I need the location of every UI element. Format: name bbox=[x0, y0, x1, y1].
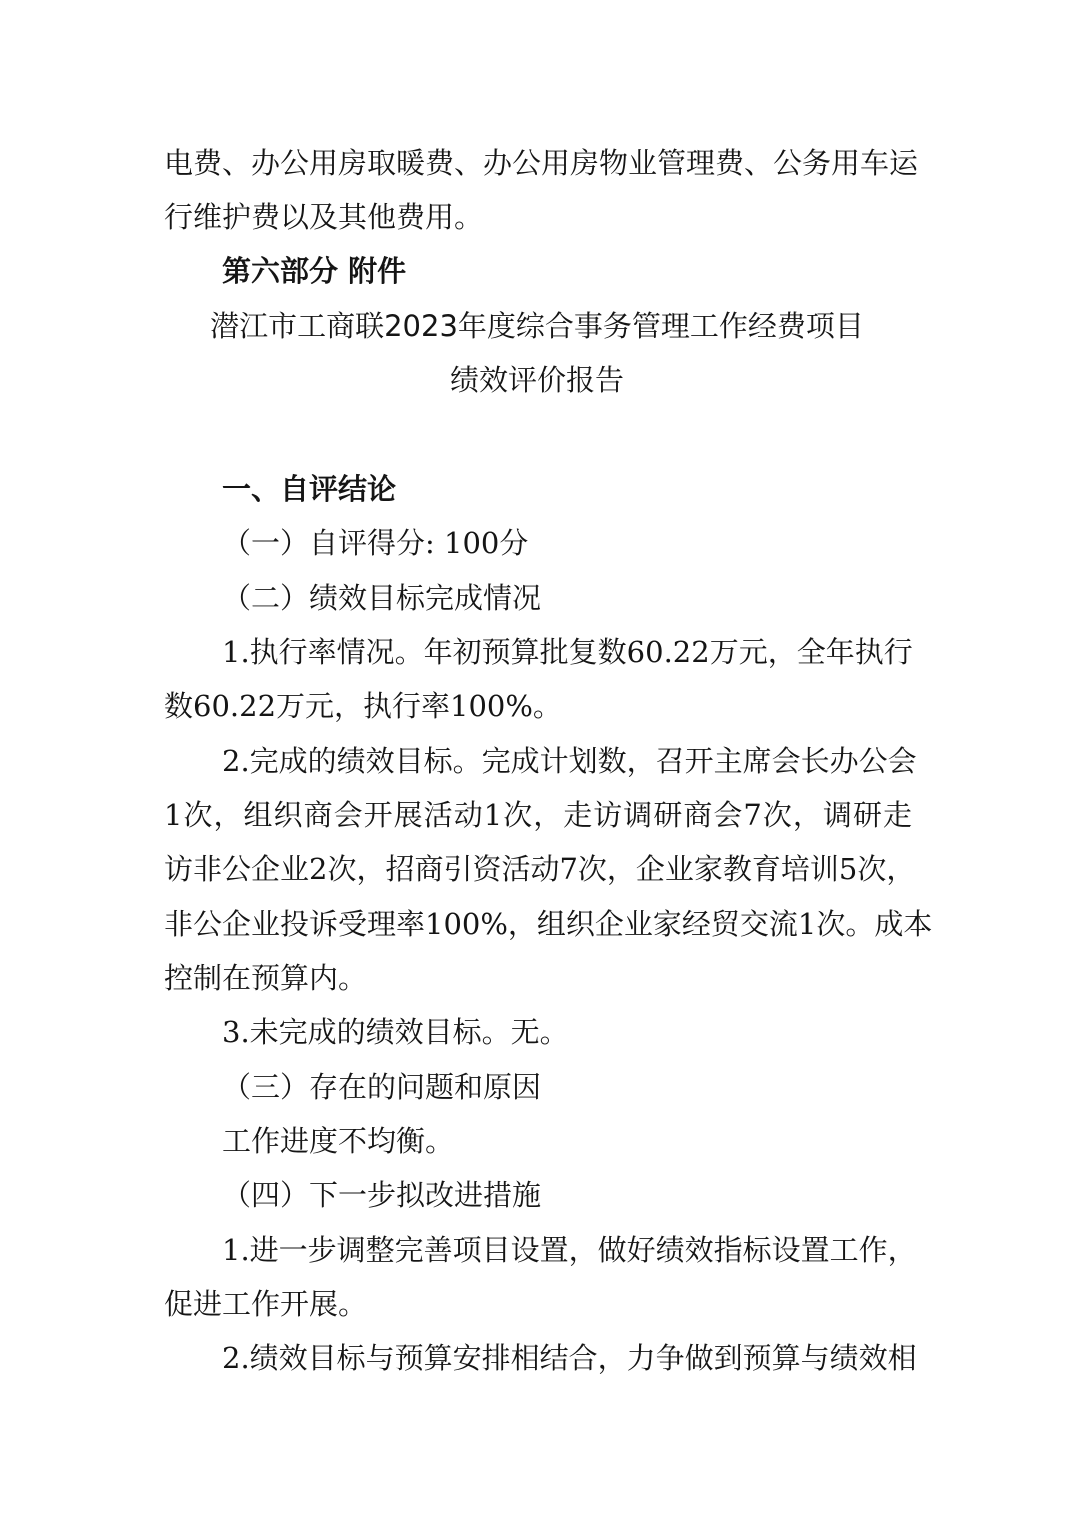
paragraph-problems: 工作进度不均衡。 bbox=[222, 1124, 455, 1158]
paragraph-uncompleted-goals: 3.未完成的绩效目标。无。 bbox=[222, 1015, 569, 1049]
paragraph-completed-goals-cont: 1次，组织商会开展活动1次，走访调研商会7次，调研走 bbox=[164, 798, 912, 832]
paragraph-line-continued: 电费、办公用房取暖费、办公用房物业管理费、公务用车运 bbox=[164, 146, 919, 180]
paragraph-line-continued: 行维护费以及其他费用。 bbox=[164, 200, 484, 234]
paragraph-next-step-2: 2.绩效目标与预算安排相结合，力争做到预算与绩效相 bbox=[222, 1341, 917, 1375]
section-heading-self-evaluation: 一、自评结论 bbox=[222, 472, 397, 506]
paragraph-next-step-1-cont: 促进工作开展。 bbox=[164, 1287, 368, 1321]
subheading-goal-completion: （二）绩效目标完成情况 bbox=[222, 581, 542, 615]
paragraph-completed-goals-cont: 访非公企业2次，招商引资活动7次，企业家教育培训5次， bbox=[164, 852, 916, 886]
report-title-line-2: 绩效评价报告 bbox=[449, 363, 624, 397]
subheading-problems: （三）存在的问题和原因 bbox=[222, 1070, 542, 1104]
paragraph-completed-goals-cont: 控制在预算内。 bbox=[164, 961, 368, 995]
subheading-score: （一）自评得分: 100分 bbox=[222, 526, 529, 560]
part-six-heading: 第六部分 附件 bbox=[222, 254, 407, 288]
paragraph-execution-rate-cont: 数60.22万元，执行率100%。 bbox=[164, 689, 562, 723]
paragraph-completed-goals: 2.完成的绩效目标。完成计划数，召开主席会长办公会 bbox=[222, 744, 917, 778]
paragraph-execution-rate: 1.执行率情况。年初预算批复数60.22万元，全年执行 bbox=[222, 635, 913, 669]
paragraph-completed-goals-cont: 非公企业投诉受理率100%，组织企业家经贸交流1次。成本 bbox=[164, 907, 933, 941]
subheading-next-steps: （四）下一步拟改进措施 bbox=[222, 1178, 542, 1212]
report-title-line-1: 潜江市工商联2023年度综合事务管理工作经费项目 bbox=[210, 309, 864, 343]
paragraph-next-step-1: 1.进一步调整完善项目设置，做好绩效指标设置工作， bbox=[222, 1233, 917, 1267]
